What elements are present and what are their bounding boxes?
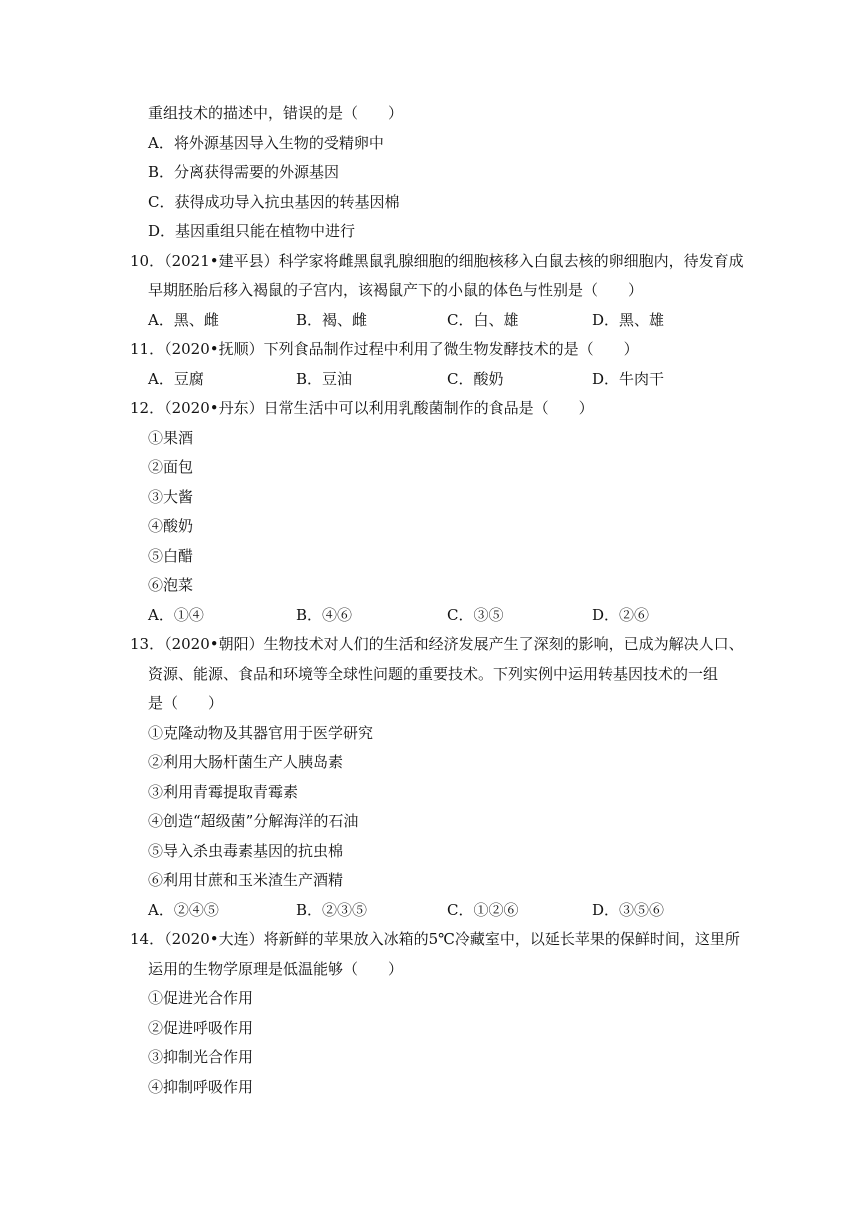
q12-item-2: ②面包 bbox=[148, 458, 194, 476]
q13-option-c: C．①②⑥ bbox=[447, 901, 519, 919]
q12-item-6: ⑥泡菜 bbox=[148, 576, 194, 594]
q11-stem: 11．（2020•抚顺）下列食品制作过程中利用了微生物发酵技术的是（ ） bbox=[130, 340, 639, 358]
q12-option-d: D．②⑥ bbox=[592, 606, 650, 624]
q13-item-2: ②利用大肠杆菌生产人胰岛素 bbox=[148, 753, 344, 771]
q14-stem-continuation: 运用的生物学原理是低温能够（ ） bbox=[148, 960, 404, 978]
q13-item-3: ③利用青霉提取青霉素 bbox=[148, 783, 299, 801]
q10-stem-continuation: 早期胚胎后移入褐鼠的子宫内，该褐鼠产下的小鼠的体色与性别是（ ） bbox=[148, 281, 644, 299]
q11-option-d: D．牛肉干 bbox=[592, 370, 665, 388]
q10-option-d: D．黑、雄 bbox=[592, 311, 665, 329]
q13-item-4: ④创造“超级菌”分解海洋的石油 bbox=[148, 812, 359, 830]
q9-stem-continuation: 重组技术的描述中，错误的是（ ） bbox=[148, 104, 404, 122]
q10-option-c: C．白、雄 bbox=[447, 311, 519, 329]
q9-option-a: A．将外源基因导入生物的受精卵中 bbox=[148, 134, 384, 152]
q12-item-1: ①果酒 bbox=[148, 429, 194, 447]
q9-option-c: C．获得成功导入抗虫基因的转基因棉 bbox=[148, 193, 400, 211]
q13-stem-continuation-1: 资源、能源、食品和环境等全球性问题的重要技术。下列实例中运用转基因技术的一组 bbox=[148, 665, 719, 683]
q12-stem: 12．（2020•丹东）日常生活中可以利用乳酸菌制作的食品是（ ） bbox=[130, 399, 594, 417]
q12-item-3: ③大酱 bbox=[148, 488, 194, 506]
q12-item-5: ⑤白醋 bbox=[148, 547, 194, 565]
q10-option-a: A．黑、雌 bbox=[148, 311, 219, 329]
q11-option-a: A．豆腐 bbox=[148, 370, 204, 388]
q13-stem: 13．（2020•朝阳）生物技术对人们的生活和经济发展产生了深刻的影响，已成为解决人口、 bbox=[130, 635, 744, 653]
q13-option-a: A．②④⑤ bbox=[148, 901, 219, 919]
q9-option-d: D．基因重组只能在植物中进行 bbox=[148, 222, 356, 240]
q14-stem: 14．（2020•大连）将新鲜的苹果放入冰箱的5℃冷藏室中，以延长苹果的保鲜时间，这里所 bbox=[130, 930, 740, 948]
q10-option-b: B．褐、雌 bbox=[296, 311, 368, 329]
q14-item-1: ①促进光合作用 bbox=[148, 989, 254, 1007]
q12-item-4: ④酸奶 bbox=[148, 517, 194, 535]
q9-option-b: B．分离获得需要的外源基因 bbox=[148, 163, 340, 181]
q12-option-c: C．③⑤ bbox=[447, 606, 504, 624]
q12-option-b: B．④⑥ bbox=[296, 606, 353, 624]
q11-option-c: C．酸奶 bbox=[447, 370, 504, 388]
q13-item-6: ⑥利用甘蔗和玉米渣生产酒精 bbox=[148, 871, 344, 889]
q12-option-a: A．①④ bbox=[148, 606, 204, 624]
q14-item-4: ④抑制呼吸作用 bbox=[148, 1078, 254, 1096]
q14-item-2: ②促进呼吸作用 bbox=[148, 1019, 254, 1037]
q13-option-d: D．③⑤⑥ bbox=[592, 901, 665, 919]
q11-option-b: B．豆油 bbox=[296, 370, 353, 388]
q13-item-5: ⑤导入杀虫毒素基因的抗虫棉 bbox=[148, 842, 344, 860]
q13-option-b: B．②③⑤ bbox=[296, 901, 368, 919]
q10-stem: 10．（2021•建平县）科学家将雌黑鼠乳腺细胞的细胞核移入白鼠去核的卵细胞内，待发育成 bbox=[130, 252, 744, 270]
q13-item-1: ①克隆动物及其器官用于医学研究 bbox=[148, 724, 374, 742]
q13-stem-continuation-2: 是（ ） bbox=[148, 694, 224, 712]
q14-item-3: ③抑制光合作用 bbox=[148, 1048, 254, 1066]
